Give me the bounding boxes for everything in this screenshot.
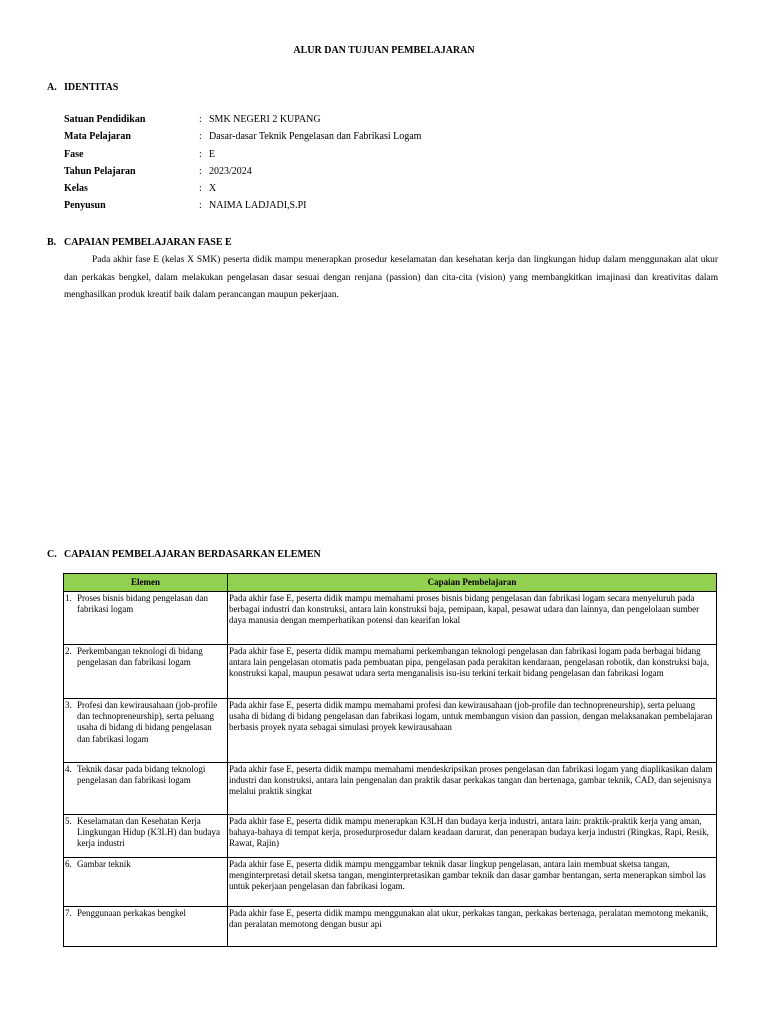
identity-label: Penyusun [64,200,106,212]
outcome-cell: Pada akhir fase E, peserta didik mampu menggunakan alat ukur, perkakas tangan, perkakas bertenaga, peralatan memotong mekanik, dan peralatan memotong dengan busur api [228,907,717,947]
identity-list [64,114,421,218]
identity-colon: : [199,200,202,212]
section-a-heading [47,82,118,93]
identity-colon: : [199,183,202,195]
element-number: 4. [65,764,72,774]
element-number: 6. [65,859,72,869]
identity-row-fase [64,149,421,166]
identity-label: Fase [64,148,84,160]
element-number: 3. [65,700,72,710]
identity-label: Satuan Pendidikan [64,114,146,125]
identity-row-tahun [64,166,421,183]
capaian-paragraph: Pada akhir fase E (kelas X SMK) peserta didik mampu menerapkan prosedur keselamatan dan kesehatan kerja dan lingkungan hidup dalam menggunakan alat ukur dan perkakas bengkel, dalam melakukan pengelasan dasar sesuai dengan renjana (passion) dan cita-cita (vision) yang membangkitkan imajinasi dan kreativitas dalam menghasilkan produk kreatif baik dalam perancangan maupun pekerjaan. [64,255,718,300]
identity-value: SMK NEGERI 2 KUPANG [209,114,321,125]
element-name: Penggunaan perkakas bengkel [77,908,186,918]
element-number: 1. [65,593,72,603]
section-title: CAPAIAN PEMBELAJARAN BERDASARKAN ELEMEN [64,549,321,560]
section-number: A. [47,82,57,93]
outcome-cell: Pada akhir fase E, peserta didik mampu memahami proses bisnis bidang pengelasan dan fabrikasi logam secara menyeluruh pada berbagai industri dan konstruksi, antara lain konstruksi baja, pemipaan, kapal, pesawat udara dan lainnya, dan pengelolaan sumber daya manusia dengan memperhatikan potensi dan kearifan lokal [228,592,717,645]
identity-value: X [209,183,217,195]
element-cell [64,815,228,858]
section-number: C. [47,549,57,560]
header-elemen: Elemen [64,574,228,592]
document-title: ALUR DAN TUJUAN PEMBELAJARAN [293,45,475,56]
outcome-cell: Pada akhir fase E, peserta didik mampu memahami profesi dan kewirausahaan (job-profile dan technopreneurship), serta peluang usaha di bidang di bidang pengelasan dan fabrikasi logam, untuk membangun vision dan passion, dengan melaksanakan pembelajaran berbasis proyek nyata sebagai simulasi proyek kewirausahaan [228,699,717,763]
table-header-row [64,574,717,592]
outcome-cell: Pada akhir fase E, peserta didik mampu memahami mendeskripsikan proses pengelasan dan fabrikasi logam yang diaplikasikan dalam industri dan konstruksi, antara lain pengenalan dan praktik dasar perkakas tangan dan bertenaga, gambar teknik, CAD, dan sejenisnya melalui praktik singkat [228,763,717,815]
identity-colon: : [199,165,202,177]
section-c-heading [47,549,321,560]
table-row [64,815,717,858]
identity-value: Dasar-dasar Teknik Pengelasan dan Fabrikasi Logam [209,131,422,143]
element-number: 2. [65,646,72,656]
identity-label: Kelas [64,183,88,195]
table-row [64,858,717,907]
element-number: 7. [65,908,72,918]
element-name: Keselamatan dan Kesehatan Kerja Lingkungan Hidup (K3LH) dan budaya kerja industri [77,816,220,849]
identity-row-penyusun [64,200,421,217]
table-row [64,645,717,699]
identity-row-satuan [64,114,421,131]
outcome-cell: Pada akhir fase E, peserta didik mampu memahami perkembangan teknologi pengelasan dan fabrikasi logam pada berbagai bidang antara lain pengelasan otomatis pada pembuatan pipa, pengelasan pada perakitan kendaraan, pengelasan robotik, dan konstruksi baja, konstruksi kapal, maupun pesawat udara serta menganalisis isu-isu terkini terkait bidang pengelasan dan fabrikasi logam [228,645,717,699]
table-row [64,907,717,947]
element-cell [64,699,228,763]
identity-label: Mata Pelajaran [64,131,131,143]
table-row [64,592,717,645]
outcome-cell: Pada akhir fase E, peserta didik mampu menerapkan K3LH dan budaya kerja industri, antara lain: praktik-praktik kerja yang aman, bahaya-bahaya di tempat kerja, prosedurprosedur dalam keadaan darurat, dan penerapan budaya kerja industri (Ringkas, Rapi, Resik, Rawat, Rajin) [228,815,717,858]
element-name: Teknik dasar pada bidang teknologi pengelasan dan fabrikasi logam [77,764,206,786]
section-b-heading [47,237,232,248]
header-capaian: Capaian Pembelajaran [228,574,717,592]
identity-row-kelas [64,183,421,200]
section-title: CAPAIAN PEMBELAJARAN FASE E [64,237,232,248]
element-cell [64,907,228,947]
identity-colon: : [199,148,202,160]
identity-colon: : [199,114,202,125]
outcome-cell: Pada akhir fase E, peserta didik mampu menggambar teknik dasar lingkup pengelasan, antara lain membuat sketsa tangan, menginterpretasi detail sketsa tangan, menginterpretasikan gambar teknik dan dasar gambar bentangan, serta menerapkan simbol las untuk pekerjaan pengelasan dan fabrikasi logam. [228,858,717,907]
element-number: 5. [65,816,72,826]
element-name: Gambar teknik [77,859,131,869]
identity-colon: : [199,131,202,143]
element-cell [64,592,228,645]
identity-label: Tahun Pelajaran [64,165,136,177]
section-number: B. [47,237,57,248]
element-name: Profesi dan kewirausahaan (job-profile dan technopreneurship), serta peluang usaha di bidang di bidang pengelasan dan fabrikasi logam [77,700,218,744]
element-cell [64,645,228,699]
elements-table [63,573,717,947]
identity-value: E [209,148,216,160]
element-cell [64,858,228,907]
identity-row-mapel [64,131,421,148]
table-row [64,699,717,763]
element-name: Proses bisnis bidang pengelasan dan fabrikasi logam [77,593,208,615]
element-name: Perkembangan teknologi di bidang pengelasan dan fabrikasi logam [77,646,203,668]
table-row [64,763,717,815]
section-title: IDENTITAS [64,82,119,93]
identity-value: 2023/2024 [209,165,252,177]
element-cell [64,763,228,815]
identity-value: NAIMA LADJADI,S.PI [209,200,307,212]
